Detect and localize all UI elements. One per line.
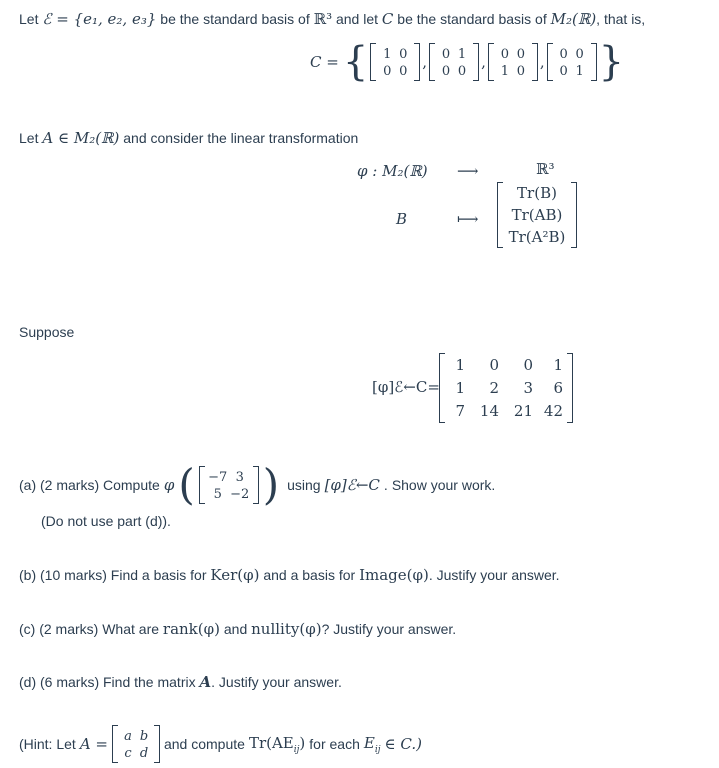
basis-C: C = { 1 0 0 0 , 0 1 0 0 , 0 0 1 0 , 0 0 0 1 } [310,39,625,85]
part-a-prefix: (a) (2 marks) Compute [19,477,160,493]
part-a-dot: . [383,477,388,493]
M2R-symbol: M₂(ℝ) [550,10,597,28]
hint-tr-sub: ij [293,744,300,755]
cell: d [139,746,149,761]
output-trace-B: Tr(B) [517,184,557,202]
cell: 3 [235,470,244,485]
cell: 1 [455,356,465,374]
part-a-show: Show your work. [391,477,496,493]
cell: 0 [516,47,525,62]
part-b-image: Image(φ) [359,566,429,584]
intro-and-let: and let [335,11,379,27]
cell: 0 [399,64,408,79]
cell: 0 [559,64,568,79]
hint-tr-close: ) [299,733,306,752]
part-a-matrix [199,466,259,504]
part-b-mid: and a basis for [263,567,356,583]
A-in-M2R: A ∈ M₂(ℝ) [42,129,120,147]
part-c-nullity: nullity(φ) [251,620,322,638]
cell: −7 [208,470,228,485]
phi-matrix [439,353,573,423]
cell: 0 [559,47,568,62]
basis-matrix-3 [488,43,538,81]
hint-for-each: for each [309,736,360,752]
cell: 6 [553,379,563,397]
intro-that-is: , that is, [596,11,646,27]
cell: 5 [213,487,222,502]
output-vector [497,182,577,248]
cell: 1 [500,64,509,79]
cell: 3 [523,379,533,397]
cell: 1 [553,356,563,374]
hint-E-sub: ij [374,744,381,755]
cell: 0 [441,47,451,62]
output-trace-AB: Tr(AB) [511,206,563,224]
cell: 14 [479,402,499,420]
output-trace-A2B: Tr(A²B) [508,228,566,246]
left-brace: { [342,39,369,85]
setup-let: Let [19,130,39,146]
part-a-note: (Do not use part (d)). [41,513,171,529]
basis-C-label: C = [310,53,339,71]
part-a-phi-EC: [φ]ℰ←C [324,476,380,494]
suppose-label: Suppose [19,324,75,340]
cell: 0 [575,47,584,62]
part-b [19,566,560,584]
setup-line [19,129,358,147]
hint-A-eq: A = [79,735,108,753]
cell: 7 [455,402,465,420]
phi-matrix-label: [φ]ℰ←C= [372,378,440,396]
hint-E: E [363,733,375,752]
intro-let: Let [19,11,39,27]
cell: b [139,729,149,744]
right-paren: ) [262,460,280,509]
basis-matrix-2 [429,43,479,81]
cell: 0 [500,47,509,62]
part-a-phi: φ [163,476,175,494]
part-d [19,673,342,691]
cell: 1 [457,47,467,62]
basis-matrix-1 [370,43,420,81]
part-a-using: using [287,477,321,493]
setup-rest: and consider the linear transformation [123,130,359,146]
part-d-prefix: (d) (6 marks) Find the matrix [19,674,196,690]
intro-std-basis-2: be the standard basis of [397,11,547,27]
cell: 0 [523,356,533,374]
hint-prefix: (Hint: Let [19,736,76,752]
hint [19,725,422,763]
long-arrow: ⟶ [457,162,479,180]
part-c-and: and [223,621,248,637]
part-c-suffix: ? Justify your answer. [321,621,457,637]
cell: 1 [383,47,392,62]
cell: 42 [543,402,563,420]
part-b-suffix: . Justify your answer. [428,567,560,583]
cell: 0 [383,64,392,79]
cell: 0 [489,356,499,374]
codomain-R3: ℝ³ [536,160,555,178]
part-b-ker: Ker(φ) [210,566,260,584]
cell: a [124,729,132,744]
cell: c [124,746,132,761]
C-symbol: C [381,10,394,28]
hint-in-C: ∈ C.) [384,735,422,753]
part-d-A: A [199,673,212,691]
cell: 2 [489,379,499,397]
R3-symbol: ℝ³ [313,10,333,28]
cell: 0 [441,64,451,79]
part-d-suffix: . Justify your answer. [211,674,342,690]
cell: 0 [516,64,525,79]
intro-std-basis: be the standard basis of [160,11,310,27]
basis-E: ℰ = {e₁, e₂, e₃} [42,10,157,28]
basis-matrix-4 [547,43,597,81]
hint-matrix [112,725,160,763]
cell: 0 [399,47,408,62]
phi-definition: φ : M₂(ℝ) [357,162,428,180]
intro-line [19,10,645,28]
part-b-prefix: (b) (10 marks) Find a basis for [19,567,207,583]
hint-tr: Tr(AE [248,733,294,752]
cell: 1 [575,64,584,79]
mapsto-arrow: ⟼ [457,210,479,228]
cell: −2 [230,487,250,502]
part-c-rank: rank(φ) [162,620,220,638]
right-brace: } [598,39,625,85]
part-a [19,460,496,509]
part-c [19,620,456,638]
cell: 0 [457,64,467,79]
map-input-B: B [396,210,408,228]
cell: 1 [455,379,465,397]
left-paren: ( [178,460,195,509]
hint-mid: and compute [163,736,245,752]
part-c-prefix: (c) (2 marks) What are [19,621,160,637]
cell: 21 [513,402,533,420]
